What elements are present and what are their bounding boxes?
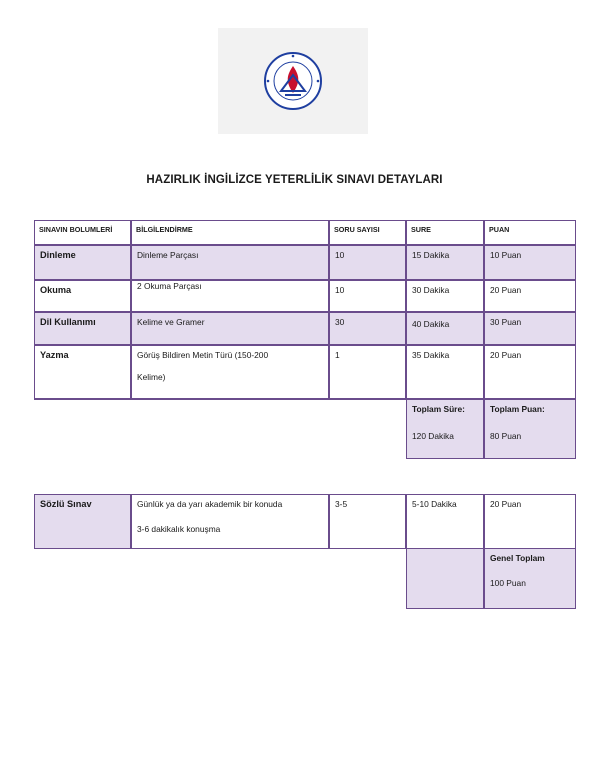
oral-info-line-1: Günlük ya da yarı akademik bir konuda <box>137 499 283 509</box>
total-points-cell <box>484 399 576 459</box>
total-duration-label: Toplam Süre: <box>412 404 465 414</box>
row-points-language-use: 30 Puan <box>484 312 576 345</box>
total-duration-value: 120 Dakika <box>412 431 454 441</box>
oral-section: Sözlü Sınav <box>34 494 131 549</box>
row-points-listening: 10 Puan <box>484 245 576 280</box>
oral-duration: 5-10 Dakika <box>406 494 484 549</box>
table-divider <box>34 399 406 400</box>
oral-info-line-2: 3-6 dakikalık konuşma <box>137 524 221 534</box>
grand-total-cell <box>484 548 576 609</box>
row-info-language-use: Kelime ve Gramer <box>131 312 329 345</box>
grand-total-spacer <box>406 548 484 609</box>
oral-info <box>131 494 329 549</box>
row-duration-reading: 30 Dakika <box>406 280 484 312</box>
row-points-writing: 20 Puan <box>484 345 576 399</box>
row-info-listening: Dinleme Parçası <box>131 245 329 280</box>
header-section: SINAVIN BOLUMLERİ <box>34 220 131 245</box>
writing-info-line-2: Kelime) <box>137 372 166 382</box>
row-points-reading: 20 Puan <box>484 280 576 312</box>
oral-divider <box>34 548 406 549</box>
school-logo <box>218 28 368 134</box>
header-info: BİLGİLENDİRME <box>131 220 329 245</box>
row-count-reading: 10 <box>329 280 406 312</box>
header-points: PUAN <box>484 220 576 245</box>
total-points-value: 80 Puan <box>490 431 522 441</box>
row-duration-language-use: 40 Dakika <box>406 312 484 345</box>
grand-total-value: 100 Puan <box>490 578 526 588</box>
row-duration-listening: 15 Dakika <box>406 245 484 280</box>
row-info-reading: 2 Okuma Parçası <box>131 280 329 312</box>
header-question-count: SORU SAYISI <box>329 220 406 245</box>
row-count-listening: 10 <box>329 245 406 280</box>
oral-count: 3-5 <box>329 494 406 549</box>
row-duration-writing: 35 Dakika <box>406 345 484 399</box>
row-count-writing: 1 <box>329 345 406 399</box>
writing-info-line-1: Görüş Bildiren Metin Türü (150-200 <box>137 350 269 360</box>
total-duration-cell <box>406 399 484 459</box>
oral-points: 20 Puan <box>484 494 576 549</box>
row-info-writing <box>131 345 329 399</box>
row-section-reading: Okuma <box>34 280 131 312</box>
total-points-label: Toplam Puan: <box>490 404 545 414</box>
row-section-writing: Yazma <box>34 345 131 399</box>
row-section-listening: Dinleme <box>34 245 131 280</box>
row-count-language-use: 30 <box>329 312 406 345</box>
school-emblem-icon <box>263 51 323 111</box>
header-duration: SURE <box>406 220 484 245</box>
grand-total-label: Genel Toplam <box>490 553 545 563</box>
row-section-language-use: Dil Kullanımı <box>34 312 131 345</box>
page-title: HAZIRLIK İNGİLİZCE YETERLİLİK SINAVI DETAYLARI <box>146 174 443 186</box>
